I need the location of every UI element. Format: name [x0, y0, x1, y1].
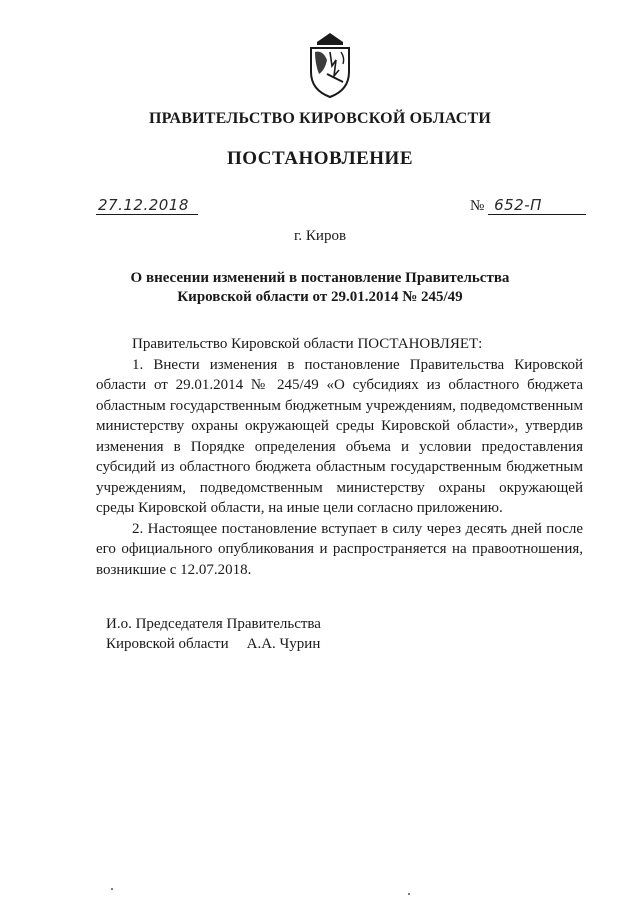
signature-block	[106, 614, 321, 654]
signatory-region: Кировской области	[106, 636, 229, 652]
document-number-block	[470, 196, 586, 215]
document-number: 652-П	[488, 196, 586, 215]
preamble: Правительство Кировской области ПОСТАНОВЛЯЕТ:	[132, 336, 483, 352]
clause-2: 2. Настоящее постановление вступает в силу через десять дней после его официального опубликования и распространяется на правоотношения, возникшие с 12.07.2018.	[96, 520, 583, 578]
document-type: ПОСТАНОВЛЕНИЕ	[226, 148, 414, 169]
signatory-position: И.о. Председателя Правительства	[106, 616, 321, 632]
clause-1: 1. Внести изменения в постановление Правительства Кировской области от 29.01.2014 № 245/49 «О субсидиях из областного бюджета областным государственным бюджетным учреждениям, подведомственным министерству охраны окружающей среды Кировской области», утвердив изменения в Порядке определения объема и условии предоставления субсидий из областного бюджета областным государственным бюджетным учреждениям, подведомственным министерству охраны окружающей среды Кировской области, на иные цели согласно приложению.	[96, 356, 583, 516]
coat-of-arms-icon	[303, 30, 357, 100]
signatory-line-2	[106, 634, 321, 654]
signatory-name: А.А. Чурин	[246, 636, 321, 652]
scan-speck	[408, 893, 410, 895]
number-label: №	[470, 198, 485, 214]
document-subject	[0, 269, 640, 307]
government-title: ПРАВИТЕЛЬСТВО КИРОВСКОЙ ОБЛАСТИ	[148, 110, 492, 127]
subject-line-2: Кировской области от 29.01.2014 № 245/49	[177, 289, 463, 305]
document-body	[96, 334, 583, 580]
subject-line-1: О внесении изменений в постановление Правительства	[130, 270, 510, 286]
document-date: 27.12.2018	[96, 196, 198, 215]
scan-speck	[111, 888, 113, 890]
city: г. Киров	[293, 228, 347, 244]
